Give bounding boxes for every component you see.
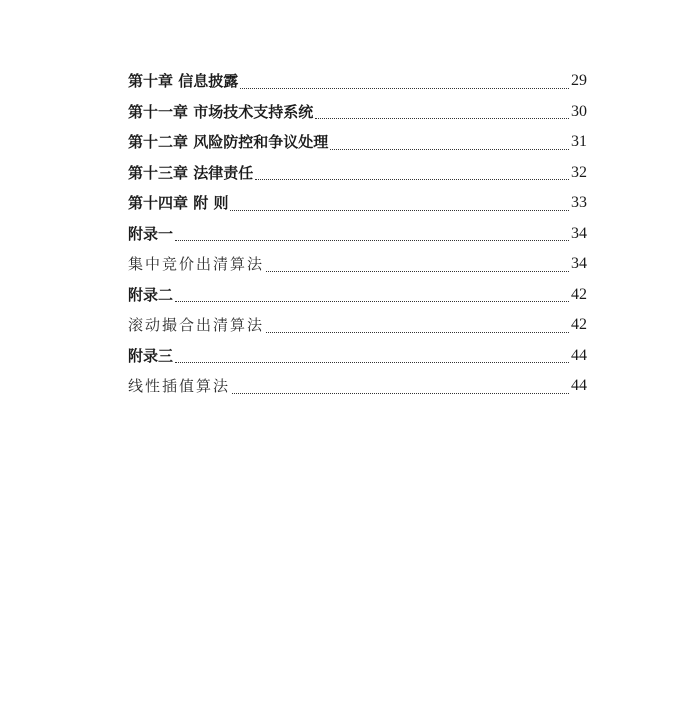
table-of-contents [128, 66, 587, 402]
toc-entry-title: 线性插值算法 [128, 377, 231, 395]
toc-entry-chapter-14[interactable] [128, 188, 587, 219]
toc-entry-title: 滚动撮合出清算法 [128, 316, 265, 334]
toc-entry-page: 42 [571, 316, 587, 333]
toc-entry-appendix-2-sub[interactable] [128, 310, 587, 341]
toc-entry-page: 34 [571, 255, 587, 272]
toc-entry-title: 第十三章 法律责任 [128, 163, 254, 182]
toc-entry-page: 34 [571, 224, 587, 242]
dot-leader [266, 331, 569, 333]
toc-entry-title: 第十章 信息披露 [128, 72, 239, 90]
dot-leader [266, 270, 569, 272]
toc-entry-appendix-1[interactable] [128, 219, 587, 250]
toc-entry-appendix-3[interactable] [128, 341, 587, 372]
toc-entry-title: 附录一 [128, 224, 174, 243]
dot-leader [255, 178, 569, 180]
toc-entry-title: 第十一章 市场技术支持系统 [128, 102, 314, 121]
dot-leader [175, 361, 569, 363]
dot-leader [230, 209, 569, 211]
toc-entry-page: 44 [571, 377, 587, 394]
toc-entry-chapter-11[interactable] [128, 97, 587, 128]
toc-entry-appendix-1-sub[interactable] [128, 249, 587, 280]
toc-entry-title: 集中竞价出清算法 [128, 255, 265, 273]
toc-entry-appendix-3-sub[interactable] [128, 371, 587, 402]
toc-entry-page: 33 [571, 194, 587, 211]
toc-entry-chapter-12[interactable] [128, 127, 587, 158]
toc-entry-page: 30 [571, 102, 587, 120]
toc-entry-page: 44 [571, 346, 587, 364]
dot-leader [175, 300, 569, 302]
toc-entry-chapter-10[interactable] [128, 66, 587, 97]
toc-entry-chapter-13[interactable] [128, 158, 587, 189]
dot-leader [240, 87, 569, 89]
toc-entry-title: 附录二 [128, 285, 174, 304]
dot-leader [175, 239, 569, 241]
toc-entry-page: 29 [571, 72, 587, 89]
toc-entry-page: 31 [571, 133, 587, 150]
toc-entry-title: 附录三 [128, 346, 174, 365]
toc-entry-title: 第十四章 附 则 [128, 194, 229, 212]
toc-entry-appendix-2[interactable] [128, 280, 587, 311]
dot-leader [232, 392, 569, 394]
dot-leader [315, 117, 569, 119]
toc-entry-page: 42 [571, 285, 587, 303]
dot-leader [330, 148, 569, 150]
toc-entry-page: 32 [571, 163, 587, 181]
toc-entry-title: 第十二章 风险防控和争议处理 [128, 133, 329, 151]
